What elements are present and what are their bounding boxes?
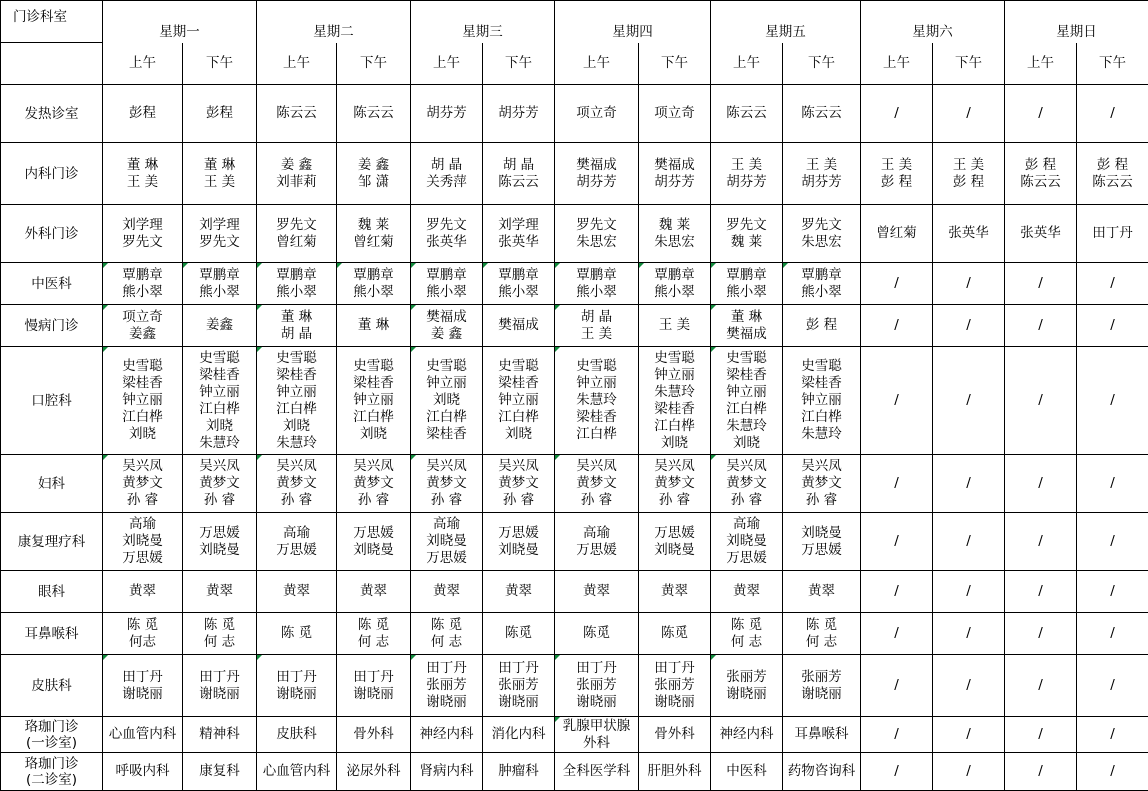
schedule-cell: 覃鹏章 熊小翠: [483, 263, 555, 305]
schedule-cell: 彭 程 陈云云: [1077, 143, 1148, 205]
schedule-cell: 彭 程 陈云云: [1005, 143, 1077, 205]
schedule-cell: 胡芬芳: [411, 85, 483, 143]
schedule-cell: 覃鹏章 熊小翠: [711, 263, 783, 305]
schedule-cell: 魏 莱 朱思宏: [639, 205, 711, 263]
day-header: 星期日: [1005, 1, 1148, 43]
schedule-cell: 高瑜 万思媛: [555, 513, 639, 571]
corner-blank-cell: [1, 43, 103, 85]
schedule-cell: /: [1077, 305, 1148, 347]
schedule-cell: 陈觅: [555, 613, 639, 655]
schedule-cell: 骨外科: [639, 717, 711, 753]
schedule-cell: /: [1077, 613, 1148, 655]
schedule-cell: 高瑜 刘晓曼 万思媛: [411, 513, 483, 571]
schedule-cell: 黄翠: [639, 571, 711, 613]
afternoon-label: 下午: [483, 43, 555, 85]
schedule-cell: /: [861, 305, 933, 347]
schedule-cell: 王 美 胡芬芳: [783, 143, 861, 205]
schedule-cell: 田丁丹 张丽芳 谢晓丽: [483, 655, 555, 717]
schedule-cell: 陈云云: [711, 85, 783, 143]
schedule-cell: 吴兴凤 黄梦文 孙 睿: [639, 455, 711, 513]
schedule-cell: /: [933, 513, 1005, 571]
schedule-cell: 陈云云: [783, 85, 861, 143]
schedule-cell: 黄翠: [183, 571, 257, 613]
day-header: 星期四: [555, 1, 711, 43]
schedule-cell: 樊福成 胡芬芳: [639, 143, 711, 205]
schedule-cell: 陈 觅 何 志: [783, 613, 861, 655]
schedule-cell: 吴兴凤 黄梦文 孙 睿: [783, 455, 861, 513]
schedule-cell: 张英华: [1005, 205, 1077, 263]
schedule-cell: 王 美 彭 程: [933, 143, 1005, 205]
schedule-cell: /: [933, 455, 1005, 513]
schedule-cell: 耳鼻喉科: [783, 717, 861, 753]
schedule-cell: 田丁丹 张丽芳 谢晓丽: [411, 655, 483, 717]
schedule-cell: 全科医学科: [555, 753, 639, 791]
schedule-cell: 心血管内科: [103, 717, 183, 753]
schedule-cell: /: [861, 347, 933, 455]
schedule-cell: 田丁丹 谢晓丽: [103, 655, 183, 717]
afternoon-label: 下午: [1077, 43, 1148, 85]
schedule-cell: 高瑜 刘晓曼 万思媛: [103, 513, 183, 571]
schedule-cell: /: [1005, 305, 1077, 347]
schedule-cell: 神经内科: [711, 717, 783, 753]
schedule-cell: /: [1005, 753, 1077, 791]
morning-label: 上午: [555, 43, 639, 85]
schedule-cell: 陈觅: [483, 613, 555, 655]
schedule-cell: 史雪聪 梁桂香 钟立丽 江白桦 朱慧玲: [783, 347, 861, 455]
schedule-cell: 姜 鑫 邹 潇: [337, 143, 411, 205]
schedule-cell: /: [933, 753, 1005, 791]
schedule-cell: /: [861, 655, 933, 717]
schedule-cell: /: [861, 455, 933, 513]
schedule-cell: /: [933, 263, 1005, 305]
schedule-cell: 黄翠: [103, 571, 183, 613]
schedule-cell: 王 美 胡芬芳: [711, 143, 783, 205]
schedule-cell: 覃鹏章 熊小翠: [555, 263, 639, 305]
morning-label: 上午: [711, 43, 783, 85]
schedule-cell: /: [1077, 85, 1148, 143]
schedule-cell: 田丁丹 张丽芳 谢晓丽: [639, 655, 711, 717]
schedule-cell: 陈云云: [257, 85, 337, 143]
schedule-cell: /: [933, 305, 1005, 347]
schedule-cell: 高瑜 万思媛: [257, 513, 337, 571]
schedule-cell: /: [1077, 753, 1148, 791]
schedule-cell: 药物咨询科: [783, 753, 861, 791]
corner-label: 门诊科室: [1, 1, 103, 43]
schedule-cell: 陈云云: [337, 85, 411, 143]
schedule-cell: /: [933, 347, 1005, 455]
schedule-cell: 樊福成: [483, 305, 555, 347]
schedule-cell: 胡 晶 王 美: [555, 305, 639, 347]
schedule-cell: 陈 觅 何 志: [711, 613, 783, 655]
schedule-cell: 黄翠: [711, 571, 783, 613]
schedule-cell: /: [1005, 85, 1077, 143]
schedule-cell: /: [1005, 513, 1077, 571]
schedule-cell: 项立奇: [555, 85, 639, 143]
afternoon-label: 下午: [639, 43, 711, 85]
schedule-cell: 覃鹏章 熊小翠: [411, 263, 483, 305]
schedule-cell: 神经内科: [411, 717, 483, 753]
morning-label: 上午: [1005, 43, 1077, 85]
department-name: 口腔科: [1, 347, 103, 455]
schedule-cell: 罗先文 张英华: [411, 205, 483, 263]
schedule-cell: 刘学理 罗先文: [183, 205, 257, 263]
schedule-cell: 魏 莱 曾红菊: [337, 205, 411, 263]
schedule-cell: 姜 鑫 刘菲莉: [257, 143, 337, 205]
schedule-cell: 吴兴凤 黄梦文 孙 睿: [411, 455, 483, 513]
schedule-cell: /: [861, 85, 933, 143]
schedule-cell: 万思媛 刘晓曼: [337, 513, 411, 571]
afternoon-label: 下午: [933, 43, 1005, 85]
schedule-cell: 董 琳 王 美: [183, 143, 257, 205]
department-name: 外科门诊: [1, 205, 103, 263]
schedule-cell: /: [861, 717, 933, 753]
schedule-cell: 吴兴凤 黄梦文 孙 睿: [257, 455, 337, 513]
morning-label: 上午: [861, 43, 933, 85]
schedule-cell: 黄翠: [411, 571, 483, 613]
schedule-cell: 吴兴凤 黄梦文 孙 睿: [103, 455, 183, 513]
schedule-cell: 田丁丹 张丽芳 谢晓丽: [555, 655, 639, 717]
schedule-cell: 田丁丹 谢晓丽: [257, 655, 337, 717]
schedule-cell: 陈 觅 何 志: [183, 613, 257, 655]
schedule-cell: 呼吸内科: [103, 753, 183, 791]
schedule-cell: 陈 觅 何 志: [337, 613, 411, 655]
department-name: 妇科: [1, 455, 103, 513]
department-name: 珞珈门诊 (二诊室): [1, 753, 103, 791]
schedule-cell: 史雪聪 钟立丽 朱慧玲 梁桂香 江白桦: [555, 347, 639, 455]
department-name: 皮肤科: [1, 655, 103, 717]
schedule-cell: 心血管内科: [257, 753, 337, 791]
schedule-cell: 史雪聪 梁桂香 钟立丽 江白桦 刘晓 朱慧玲: [183, 347, 257, 455]
schedule-cell: /: [1077, 263, 1148, 305]
schedule-cell: 陈觅: [639, 613, 711, 655]
schedule-cell: 万思媛 刘晓曼: [483, 513, 555, 571]
department-name: 慢病门诊: [1, 305, 103, 347]
schedule-cell: 消化内科: [483, 717, 555, 753]
schedule-cell: 陈 觅: [257, 613, 337, 655]
schedule-cell: 黄翠: [337, 571, 411, 613]
schedule-cell: /: [1005, 613, 1077, 655]
day-header: 星期一: [103, 1, 257, 43]
schedule-cell: 覃鹏章 熊小翠: [783, 263, 861, 305]
schedule-cell: 中医科: [711, 753, 783, 791]
schedule-cell: /: [861, 513, 933, 571]
schedule-cell: /: [933, 613, 1005, 655]
schedule-cell: 项立奇 姜鑫: [103, 305, 183, 347]
schedule-cell: 陈 觅 何 志: [411, 613, 483, 655]
schedule-cell: /: [1077, 717, 1148, 753]
schedule-cell: 康复科: [183, 753, 257, 791]
schedule-cell: 曾红菊: [861, 205, 933, 263]
day-header: 星期六: [861, 1, 1005, 43]
schedule-cell: 项立奇: [639, 85, 711, 143]
schedule-cell: /: [1077, 513, 1148, 571]
schedule-cell: 史雪聪 梁桂香 钟立丽 江白桦 刘晓 朱慧玲: [257, 347, 337, 455]
morning-label: 上午: [257, 43, 337, 85]
schedule-cell: /: [1005, 263, 1077, 305]
schedule-cell: 史雪聪 钟立丽 刘晓 江白桦 梁桂香: [411, 347, 483, 455]
schedule-cell: 史雪聪 钟立丽 朱慧玲 梁桂香 江白桦 刘晓: [639, 347, 711, 455]
schedule-cell: 田丁丹: [1077, 205, 1148, 263]
afternoon-label: 下午: [183, 43, 257, 85]
department-name: 发热诊室: [1, 85, 103, 143]
morning-label: 上午: [411, 43, 483, 85]
schedule-cell: 史雪聪 梁桂香 钟立丽 江白桦 朱慧玲 刘晓: [711, 347, 783, 455]
schedule-cell: /: [933, 85, 1005, 143]
schedule-cell: 覃鹏章 熊小翠: [337, 263, 411, 305]
schedule-cell: 张丽芳 谢晓丽: [711, 655, 783, 717]
schedule-cell: 肝胆外科: [639, 753, 711, 791]
schedule-cell: 王 美: [639, 305, 711, 347]
schedule-cell: 董 琳 胡 晶: [257, 305, 337, 347]
schedule-cell: 姜鑫: [183, 305, 257, 347]
schedule-cell: 彭程: [103, 85, 183, 143]
schedule-cell: 吴兴凤 黄梦文 孙 睿: [555, 455, 639, 513]
schedule-cell: 精神科: [183, 717, 257, 753]
schedule-cell: 刘学理 罗先文: [103, 205, 183, 263]
schedule-cell: 覃鹏章 熊小翠: [103, 263, 183, 305]
schedule-cell: 吴兴凤 黄梦文 孙 睿: [337, 455, 411, 513]
schedule-cell: 泌尿外科: [337, 753, 411, 791]
schedule-cell: 董 琳 樊福成: [711, 305, 783, 347]
schedule-cell: 史雪聪 梁桂香 钟立丽 江白桦 刘晓: [103, 347, 183, 455]
schedule-cell: 吴兴凤 黄梦文 孙 睿: [183, 455, 257, 513]
schedule-cell: 罗先文 魏 莱: [711, 205, 783, 263]
schedule-cell: 高瑜 刘晓曼 万思媛: [711, 513, 783, 571]
schedule-cell: /: [1077, 347, 1148, 455]
schedule-cell: 皮肤科: [257, 717, 337, 753]
schedule-cell: /: [861, 753, 933, 791]
schedule-cell: 万思媛 刘晓曼: [639, 513, 711, 571]
schedule-cell: 田丁丹 谢晓丽: [183, 655, 257, 717]
schedule-cell: /: [1005, 717, 1077, 753]
schedule-cell: 覃鹏章 熊小翠: [257, 263, 337, 305]
day-header: 星期三: [411, 1, 555, 43]
schedule-cell: 史雪聪 梁桂香 钟立丽 江白桦 刘晓: [483, 347, 555, 455]
schedule-cell: 张丽芳 谢晓丽: [783, 655, 861, 717]
schedule-cell: 吴兴凤 黄梦文 孙 睿: [483, 455, 555, 513]
schedule-cell: 樊福成 姜 鑫: [411, 305, 483, 347]
schedule-cell: 罗先文 朱思宏: [555, 205, 639, 263]
schedule-cell: /: [933, 717, 1005, 753]
day-header: 星期五: [711, 1, 861, 43]
schedule-cell: 黄翠: [555, 571, 639, 613]
schedule-cell: 黄翠: [483, 571, 555, 613]
department-name: 珞珈门诊 (一诊室): [1, 717, 103, 753]
schedule-cell: 张英华: [933, 205, 1005, 263]
department-name: 内科门诊: [1, 143, 103, 205]
schedule-cell: 王 美 彭 程: [861, 143, 933, 205]
schedule-cell: 樊福成 胡芬芳: [555, 143, 639, 205]
schedule-cell: /: [1077, 655, 1148, 717]
department-name: 眼科: [1, 571, 103, 613]
department-name: 康复理疗科: [1, 513, 103, 571]
schedule-cell: /: [1005, 571, 1077, 613]
schedule-cell: 肾病内科: [411, 753, 483, 791]
schedule-cell: 肿瘤科: [483, 753, 555, 791]
schedule-cell: /: [861, 571, 933, 613]
schedule-cell: /: [1005, 655, 1077, 717]
schedule-cell: 史雪聪 梁桂香 钟立丽 江白桦 刘晓: [337, 347, 411, 455]
schedule-cell: /: [1077, 571, 1148, 613]
schedule-cell: /: [933, 571, 1005, 613]
schedule-cell: 刘晓曼 万思媛: [783, 513, 861, 571]
schedule-cell: /: [1005, 347, 1077, 455]
schedule-cell: 胡 晶 陈云云: [483, 143, 555, 205]
schedule-cell: /: [1077, 455, 1148, 513]
schedule-cell: 覃鹏章 熊小翠: [183, 263, 257, 305]
schedule-cell: 田丁丹 谢晓丽: [337, 655, 411, 717]
schedule-cell: 陈 觅 何志: [103, 613, 183, 655]
schedule-cell: /: [861, 613, 933, 655]
schedule-cell: 骨外科: [337, 717, 411, 753]
schedule-cell: 彭 程: [783, 305, 861, 347]
schedule-cell: 胡 晶 关秀萍: [411, 143, 483, 205]
schedule-cell: 刘学理 张英华: [483, 205, 555, 263]
schedule-cell: 万思媛 刘晓曼: [183, 513, 257, 571]
schedule-cell: 胡芬芳: [483, 85, 555, 143]
schedule-cell: 董 琳: [337, 305, 411, 347]
schedule-cell: 乳腺甲状腺 外科: [555, 717, 639, 753]
schedule-cell: 董 琳 王 美: [103, 143, 183, 205]
schedule-cell: /: [933, 655, 1005, 717]
schedule-cell: 黄翠: [257, 571, 337, 613]
schedule-cell: 覃鹏章 熊小翠: [639, 263, 711, 305]
schedule-cell: 黄翠: [783, 571, 861, 613]
afternoon-label: 下午: [337, 43, 411, 85]
schedule-cell: 罗先文 朱思宏: [783, 205, 861, 263]
schedule-cell: /: [1005, 455, 1077, 513]
department-name: 耳鼻喉科: [1, 613, 103, 655]
day-header: 星期二: [257, 1, 411, 43]
schedule-cell: 彭程: [183, 85, 257, 143]
morning-label: 上午: [103, 43, 183, 85]
schedule-cell: 吴兴凤 黄梦文 孙 睿: [711, 455, 783, 513]
afternoon-label: 下午: [783, 43, 861, 85]
schedule-cell: 罗先文 曾红菊: [257, 205, 337, 263]
schedule-cell: /: [861, 263, 933, 305]
department-name: 中医科: [1, 263, 103, 305]
